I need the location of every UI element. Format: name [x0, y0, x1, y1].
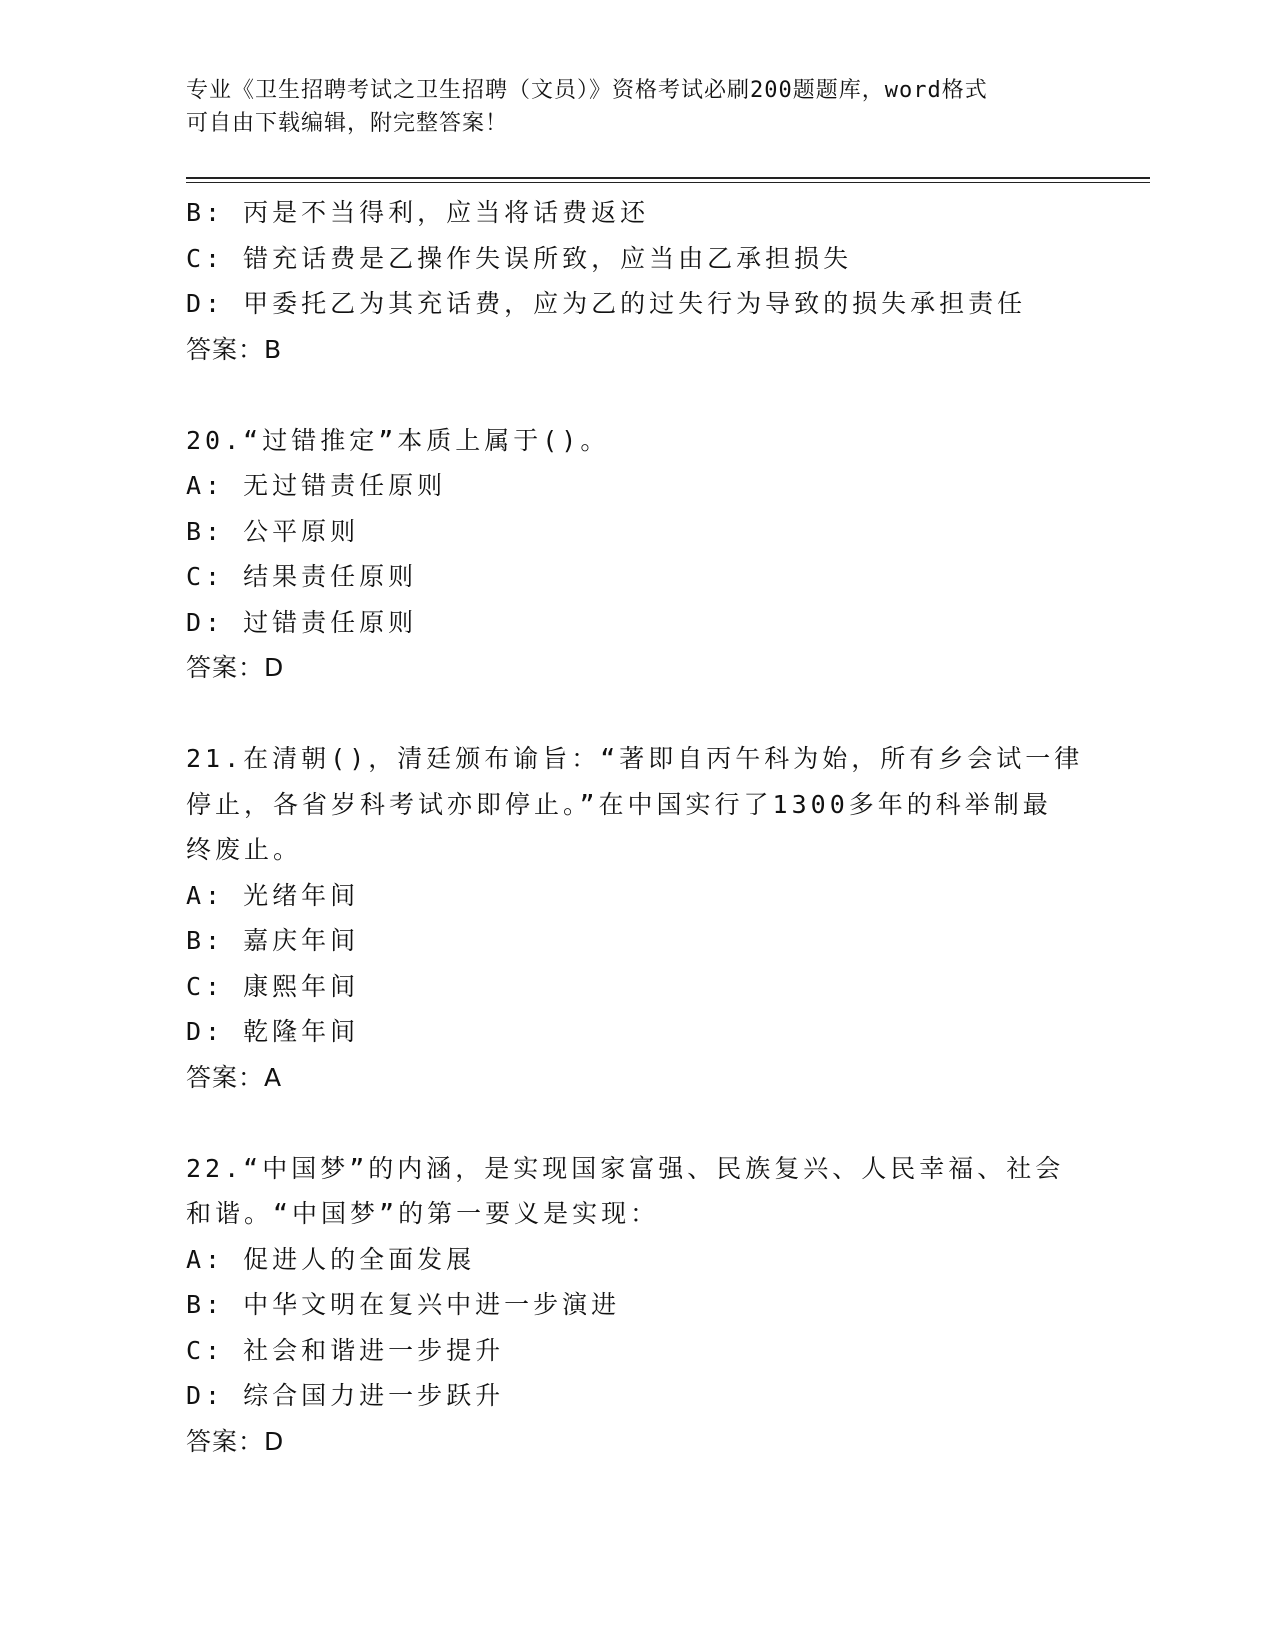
option-a: A: 光绪年间 — [186, 880, 360, 910]
question-stem: 20.“过错推定”本质上属于()。 — [186, 425, 610, 455]
header-line-1: 专业《卫生招聘考试之卫生招聘（文员）》资格考试必刷200题题库，word格式 — [186, 78, 988, 103]
header-divider-thick — [186, 177, 1150, 179]
answer: 答案：B — [186, 334, 283, 364]
question-stem-line-3: 终废止。 — [186, 835, 303, 864]
header-divider-thin — [186, 182, 1150, 183]
question-20 — [186, 418, 1086, 691]
header-line-2: 可自由下载编辑，附完整答案！ — [186, 111, 509, 136]
option-d: D: 乾隆年间 — [186, 1017, 360, 1046]
answer: 答案：D — [186, 1426, 285, 1456]
option-d: D: 甲委托乙为其充话费，应为乙的过失行为导致的损失承担责任 — [186, 289, 1027, 318]
option-c: C: 错充话费是乙操作失误所致，应当由乙承担损失 — [186, 243, 853, 273]
spacer — [186, 691, 1086, 737]
question-stem-line-2: 停止，各省岁科考试亦即停止。”在中国实行了1300多年的科举制最 — [186, 789, 1052, 819]
option-c: C: 社会和谐进一步提升 — [186, 1335, 505, 1365]
spacer — [186, 372, 1086, 418]
spacer — [186, 1100, 1086, 1146]
question-22 — [186, 1146, 1086, 1465]
question-19-continued — [186, 190, 1086, 372]
option-b: B: 中华文明在复兴中进一步演进 — [186, 1290, 621, 1319]
question-stem-line-1: 21.在清朝()，清廷颁布谕旨：“著即自丙午科为始，所有乡会试一律 — [186, 744, 1084, 773]
option-c: C: 结果责任原则 — [186, 562, 418, 591]
question-list — [186, 190, 1086, 1464]
option-a: A: 促进人的全面发展 — [186, 1244, 476, 1274]
option-d: D: 过错责任原则 — [186, 607, 418, 637]
option-d: D: 综合国力进一步跃升 — [186, 1381, 505, 1410]
answer: 答案：A — [186, 1062, 283, 1092]
option-c: C: 康熙年间 — [186, 971, 360, 1001]
option-b: B: 丙是不当得利，应当将话费返还 — [186, 198, 650, 227]
question-21 — [186, 736, 1086, 1100]
option-a: A: 无过错责任原则 — [186, 471, 447, 500]
question-stem-line-1: 22.“中国梦”的内涵，是实现国家富强、民族复兴、人民幸福、社会 — [186, 1153, 1065, 1183]
document-header — [186, 74, 1066, 140]
question-stem-line-2: 和谐。“中国梦”的第一要义是实现： — [186, 1199, 660, 1228]
option-b: B: 公平原则 — [186, 516, 360, 546]
option-b: B: 嘉庆年间 — [186, 926, 360, 955]
answer: 答案：D — [186, 653, 285, 682]
